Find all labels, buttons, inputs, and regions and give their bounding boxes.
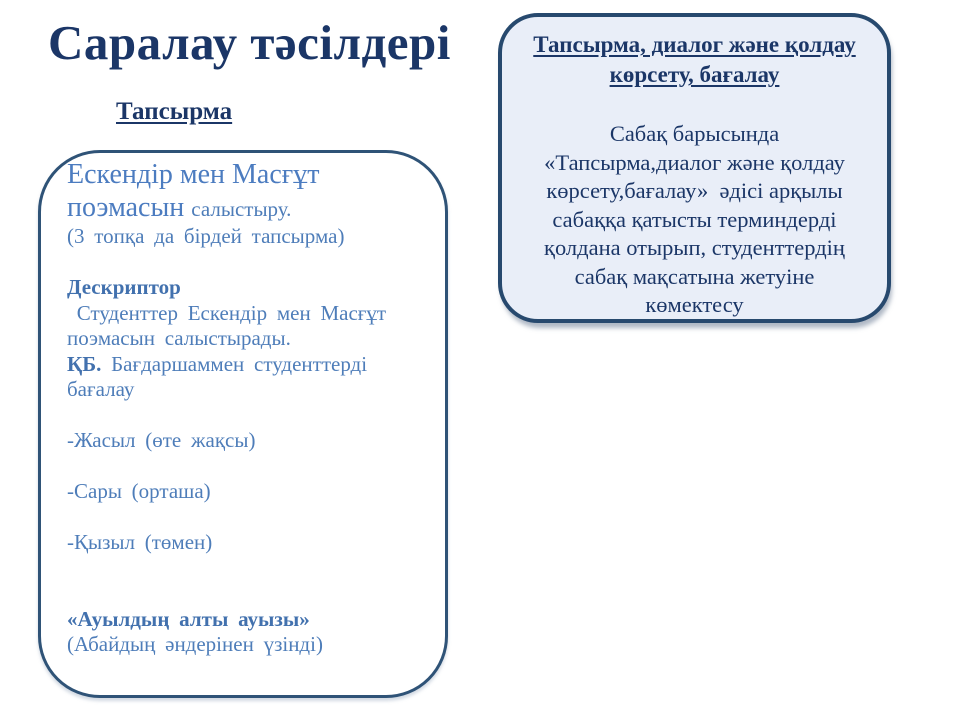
method-box-body-line: «Тапсырма,диалог және қолдау (544, 149, 845, 175)
method-box (498, 13, 891, 323)
text-segment: Студенттер Ескендір мен Масғұт (67, 300, 387, 325)
text-segment: «Ауылдың алты ауызы» (67, 606, 310, 631)
task-box-line (67, 428, 427, 454)
task-box-line (67, 158, 427, 191)
task-box-line (67, 556, 427, 582)
text-segment: салыстыру. (191, 197, 292, 221)
task-box-line (67, 352, 427, 378)
task-box-line (67, 250, 427, 276)
task-section-label: Тапсырма (116, 98, 233, 125)
method-box-text (522, 120, 867, 320)
method-box-body-line: сабаққа қатысты терминдерді (552, 206, 837, 232)
text-segment: ҚБ. (67, 351, 102, 376)
method-box-title-line: Тапсырма, диалог және қолдау (533, 32, 856, 57)
task-box-line (67, 326, 427, 352)
text-segment: поэмасын (67, 192, 192, 223)
task-box-line (67, 505, 427, 531)
task-box-line (67, 632, 427, 658)
method-box-body-line: көмектесу (645, 292, 744, 317)
method-box-body-line: көрсету,бағалау» әдісі арқылы (546, 178, 843, 203)
text-segment: -Сары (орташа) (67, 479, 211, 503)
task-box-line (67, 403, 427, 429)
text-segment: -Қызыл (төмен) (67, 530, 213, 554)
method-box-title (522, 30, 867, 90)
task-box-line (67, 530, 427, 556)
task-box-line (67, 275, 427, 301)
task-box-line (67, 581, 427, 607)
task-box-line (67, 454, 427, 480)
task-box-line (67, 377, 427, 403)
task-box-line (67, 607, 427, 633)
method-box-title-line: көрсету, бағалау (609, 62, 780, 87)
task-box-line (67, 479, 427, 505)
text-segment: (Абайдың әндерінен үзінді) (67, 632, 323, 656)
text-segment: -Жасыл (өте жақсы) (67, 428, 256, 452)
task-box-line (67, 301, 427, 327)
text-segment: Ескендір мен Масғұт (67, 159, 320, 190)
text-segment: Бағдаршаммен студенттерді (101, 351, 368, 376)
method-box-body-line: сабақ мақсатына жетуіне (574, 263, 815, 289)
task-box-line (67, 191, 427, 224)
task-box (38, 150, 448, 698)
slide-title: Саралау тәсілдері (48, 15, 451, 70)
text-segment: поэмасын салыстырады. (67, 326, 291, 350)
text-segment: Дескриптор (67, 275, 181, 299)
text-segment: бағалау (67, 377, 135, 401)
method-box-body-line: қолдана отырып, студенттердің (544, 235, 845, 260)
task-box-body (67, 158, 427, 658)
text-segment: (3 топқа да бірдей тапсырма) (67, 224, 345, 248)
task-box-line (67, 224, 427, 250)
method-box-body-line: Сабақ барысында (609, 121, 780, 146)
